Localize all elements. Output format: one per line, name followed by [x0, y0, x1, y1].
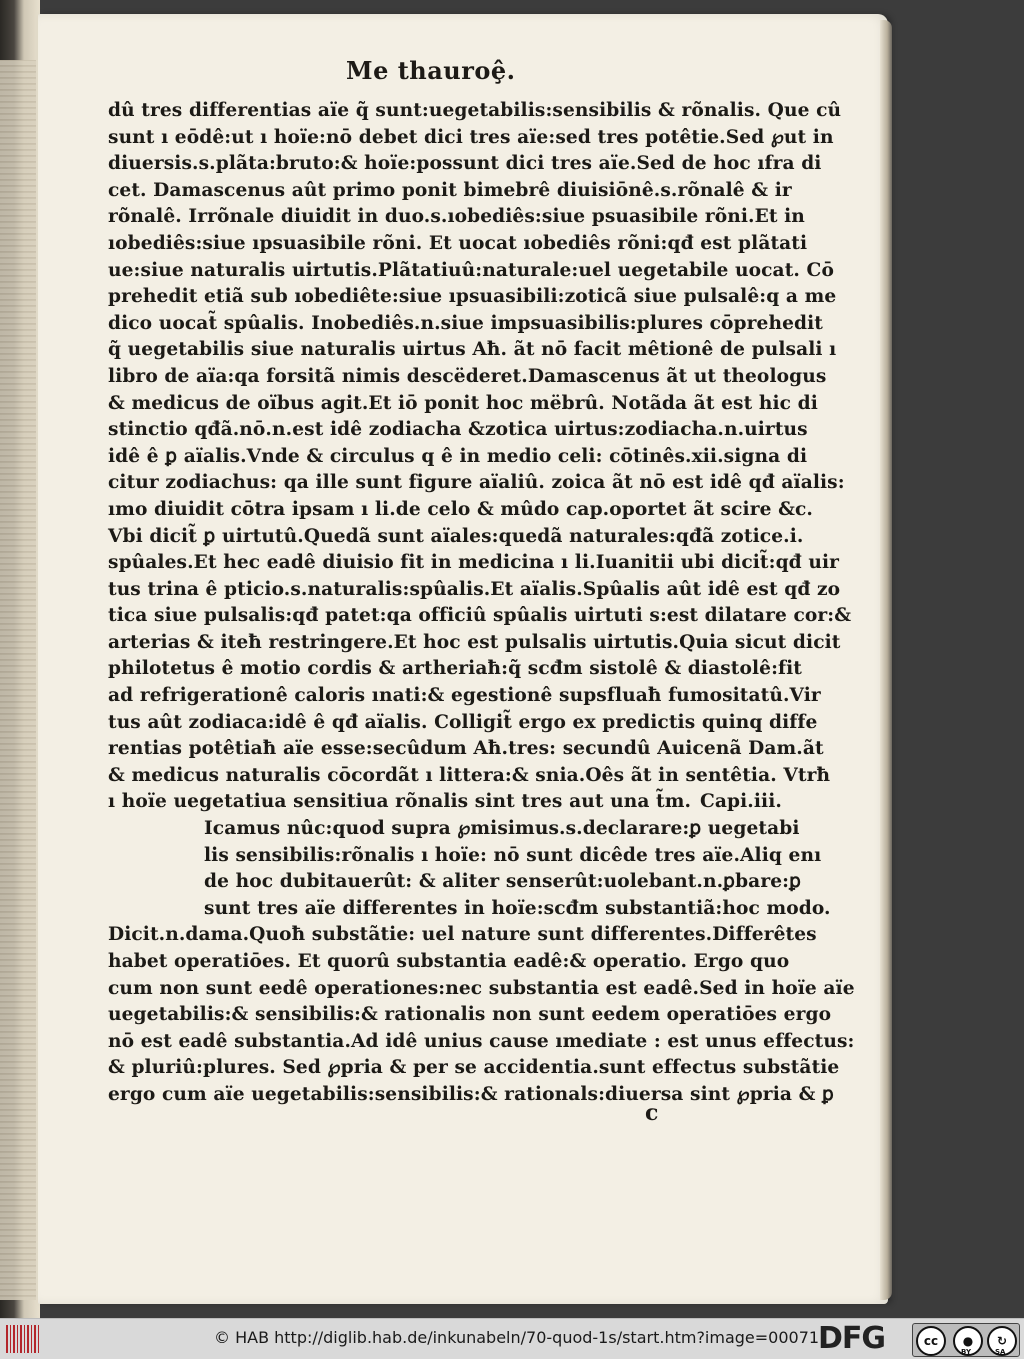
- text-line: sunt ı eōdê:ut ı hoïe:nō debet dici tres aïe:sed tres potêtie.Sed ℘ut in: [108, 126, 834, 148]
- text-line: tus trina ê pticio.s.naturalis:spûalis.Et aïalis.Spûalis aût idê est qđ zo: [108, 578, 841, 600]
- text-line: & medicus naturalis cōcordãt ı littera:& snia.Oês ãt in sentêtia. Vtrħ: [108, 764, 831, 786]
- running-header: Me thauroȩ̂.: [346, 56, 516, 85]
- text-line: ıobediês:siue ıpsuasibile rõni. Et uocat ıobediês rõni:qđ est plãtati: [108, 232, 808, 254]
- text-line: nō est eadê substantia.Ad idê unius cause ımediate : est unus effectus:: [108, 1030, 855, 1052]
- text-line: idê ê ꝑ aïalis.Vnde & circulus q ê in medio celi: cōtinês.xii.signa di: [108, 445, 808, 467]
- sa-icon: ↻: [987, 1326, 1017, 1356]
- text-line: ue:siue naturalis uirtutis.Plãtatiuû:naturale:uel uegetabile uocat. Cō: [108, 259, 834, 281]
- text-line: cet. Damascenus aût primo ponit bimebrê diuisiōnê.s.rõnalê & ir: [108, 179, 792, 201]
- text-line: tica siue pulsalis:qđ patet:qa officiû spûalis uirtuti s:est dilatare cor:&: [108, 605, 852, 627]
- text-line: sunt tres aïe differentes in hoïe:scđm substantiã:hoc modo.: [204, 897, 831, 919]
- text-line: cum non sunt eedê operationes:nec substantia est eadê.Sed in hoïe aïe: [108, 977, 855, 999]
- text-line: diuersis.s.plãta:bruto:& hoïe:possunt dici tres aïe.Sed de hoc ıfra di: [108, 153, 822, 175]
- cc-icon: cc: [916, 1326, 946, 1356]
- text-line: dico uocat̃ spûalis. Inobediês.n.siue impsuasibilis:plures cōprehedit: [108, 312, 823, 334]
- text-line: & medicus de oïbus agit.Et iō ponit hoc mëbrû. Notãda ãt est hic di: [108, 392, 818, 414]
- hab-logo-icon: [6, 1325, 40, 1353]
- text-line: spûales.Et hec eadê diuisio fit in medicina ı li.Iuanitii ubi dicit̃:qđ uir: [108, 552, 840, 574]
- text-line: Icamus nûc:quod supra ℘misimus.s.declarare:ꝑ uegetabi: [204, 818, 800, 840]
- text-line: citur zodiachus: qa ille sunt figure aïaliû. zoica ãt nō est idê qđ aïalis:: [108, 472, 845, 494]
- text-line: Dicit.n.dama.Quoħ substãtie: uel nature sunt differentes.Differêtes: [108, 924, 817, 946]
- text-line: ımo diuidit cōtra ipsam ı li.de celo & mûdo cap.oportet ãt scire &c.: [108, 498, 813, 520]
- text-line: prehedit etiã sub ıobediête:siue ıpsuasibili:zoticã siue pulsalê:q a me: [108, 286, 837, 308]
- text-line: ergo cum aïe uegetabilis:sensibilis:& rationals:diuersa sint ℘pria & ꝑ: [108, 1083, 834, 1105]
- text-line: & pluriû:plures. Sed ℘pria & per se accidentia.sunt effectus substãtie: [108, 1057, 840, 1079]
- text-line: arterias & iteħ restringere.Et hoc est pulsalis uirtutis.Quia sicut dicit: [108, 631, 841, 653]
- copyright-link[interactable]: © HAB http://diglib.hab.de/inkunabeln/70-quod-1s/start.htm?image=00071: [214, 1328, 820, 1347]
- by-label: BY: [961, 1348, 972, 1356]
- text-line: uegetabilis:& sensibilis:& rationalis non sunt eedem operatiōes ergo: [108, 1004, 832, 1026]
- text-line: rentias potêtiaħ aïe esse:secûdum Aħ.tres: secundû Auicenã Dam.ãt: [108, 738, 824, 760]
- page-stack: [0, 60, 36, 1300]
- sa-label: SA: [995, 1348, 1006, 1356]
- body-text: [108, 98, 855, 1109]
- text-line: philotetus ê motio cordis & artheriaħ:q̃ scđm sistolê & diastolê:fit: [108, 658, 802, 680]
- by-icon: ●: [953, 1326, 983, 1356]
- dfg-logo: DFG: [818, 1321, 886, 1356]
- chapter-label: Capi.iii.: [700, 791, 782, 813]
- text-line: Vbi dicit̃ ꝑ uirtutû.Quedã sunt aïales:quedã naturales:qđã zotice.i.: [108, 525, 804, 547]
- cc-license-badge[interactable]: [912, 1323, 1020, 1357]
- text-line: stinctio qđã.nō.n.est idê zodiacha &zotica uirtus:zodiacha.n.uirtus: [108, 419, 808, 441]
- page-edge: [880, 20, 892, 1300]
- text-line: de hoc dubitauerût: & aliter senserût:uolebant.n.ꝑbare:ꝑ: [204, 871, 802, 893]
- text-line: dû tres differentias aïe q̃ sunt:uegetabilis:sensibilis & rõnalis. Que cû: [108, 100, 842, 121]
- text-line: ı hoïe uegetatiua sensitiua rõnalis sint tres aut una t̃m. Capi.iii.: [108, 789, 768, 816]
- text-line: libro de aïa:qa forsitã nimis descëderet.Damascenus ãt ut theologus: [108, 365, 827, 387]
- footer-bar: [0, 1318, 1024, 1359]
- text-line: q̃ uegetabilis siue naturalis uirtus Aħ. ãt nō facit mêtionê de pulsali ı: [108, 339, 837, 361]
- text-line: ad refrigerationê caloris ınati:& egestionê supsfluaħ fumositatû.Vir: [108, 685, 821, 707]
- text-line: rõnalê. Irrõnale diuidit in duo.s.ıobediês:siue psuasibile rõni.Et in: [108, 206, 805, 228]
- text-line: habet operatiōes. Et quorû substantia eadê:& operatio. Ergo quo: [108, 951, 790, 972]
- text-line: tus aût zodiaca:idê ê qđ aïalis. Colligit̃ ergo ex predictis quinq̧ diffe: [108, 711, 818, 733]
- text-line: lis sensibilis:rõnalis ı hoïe: nō sunt dicêde tres aïe.Aliq enı: [204, 844, 822, 866]
- signature-mark: c: [645, 1100, 659, 1126]
